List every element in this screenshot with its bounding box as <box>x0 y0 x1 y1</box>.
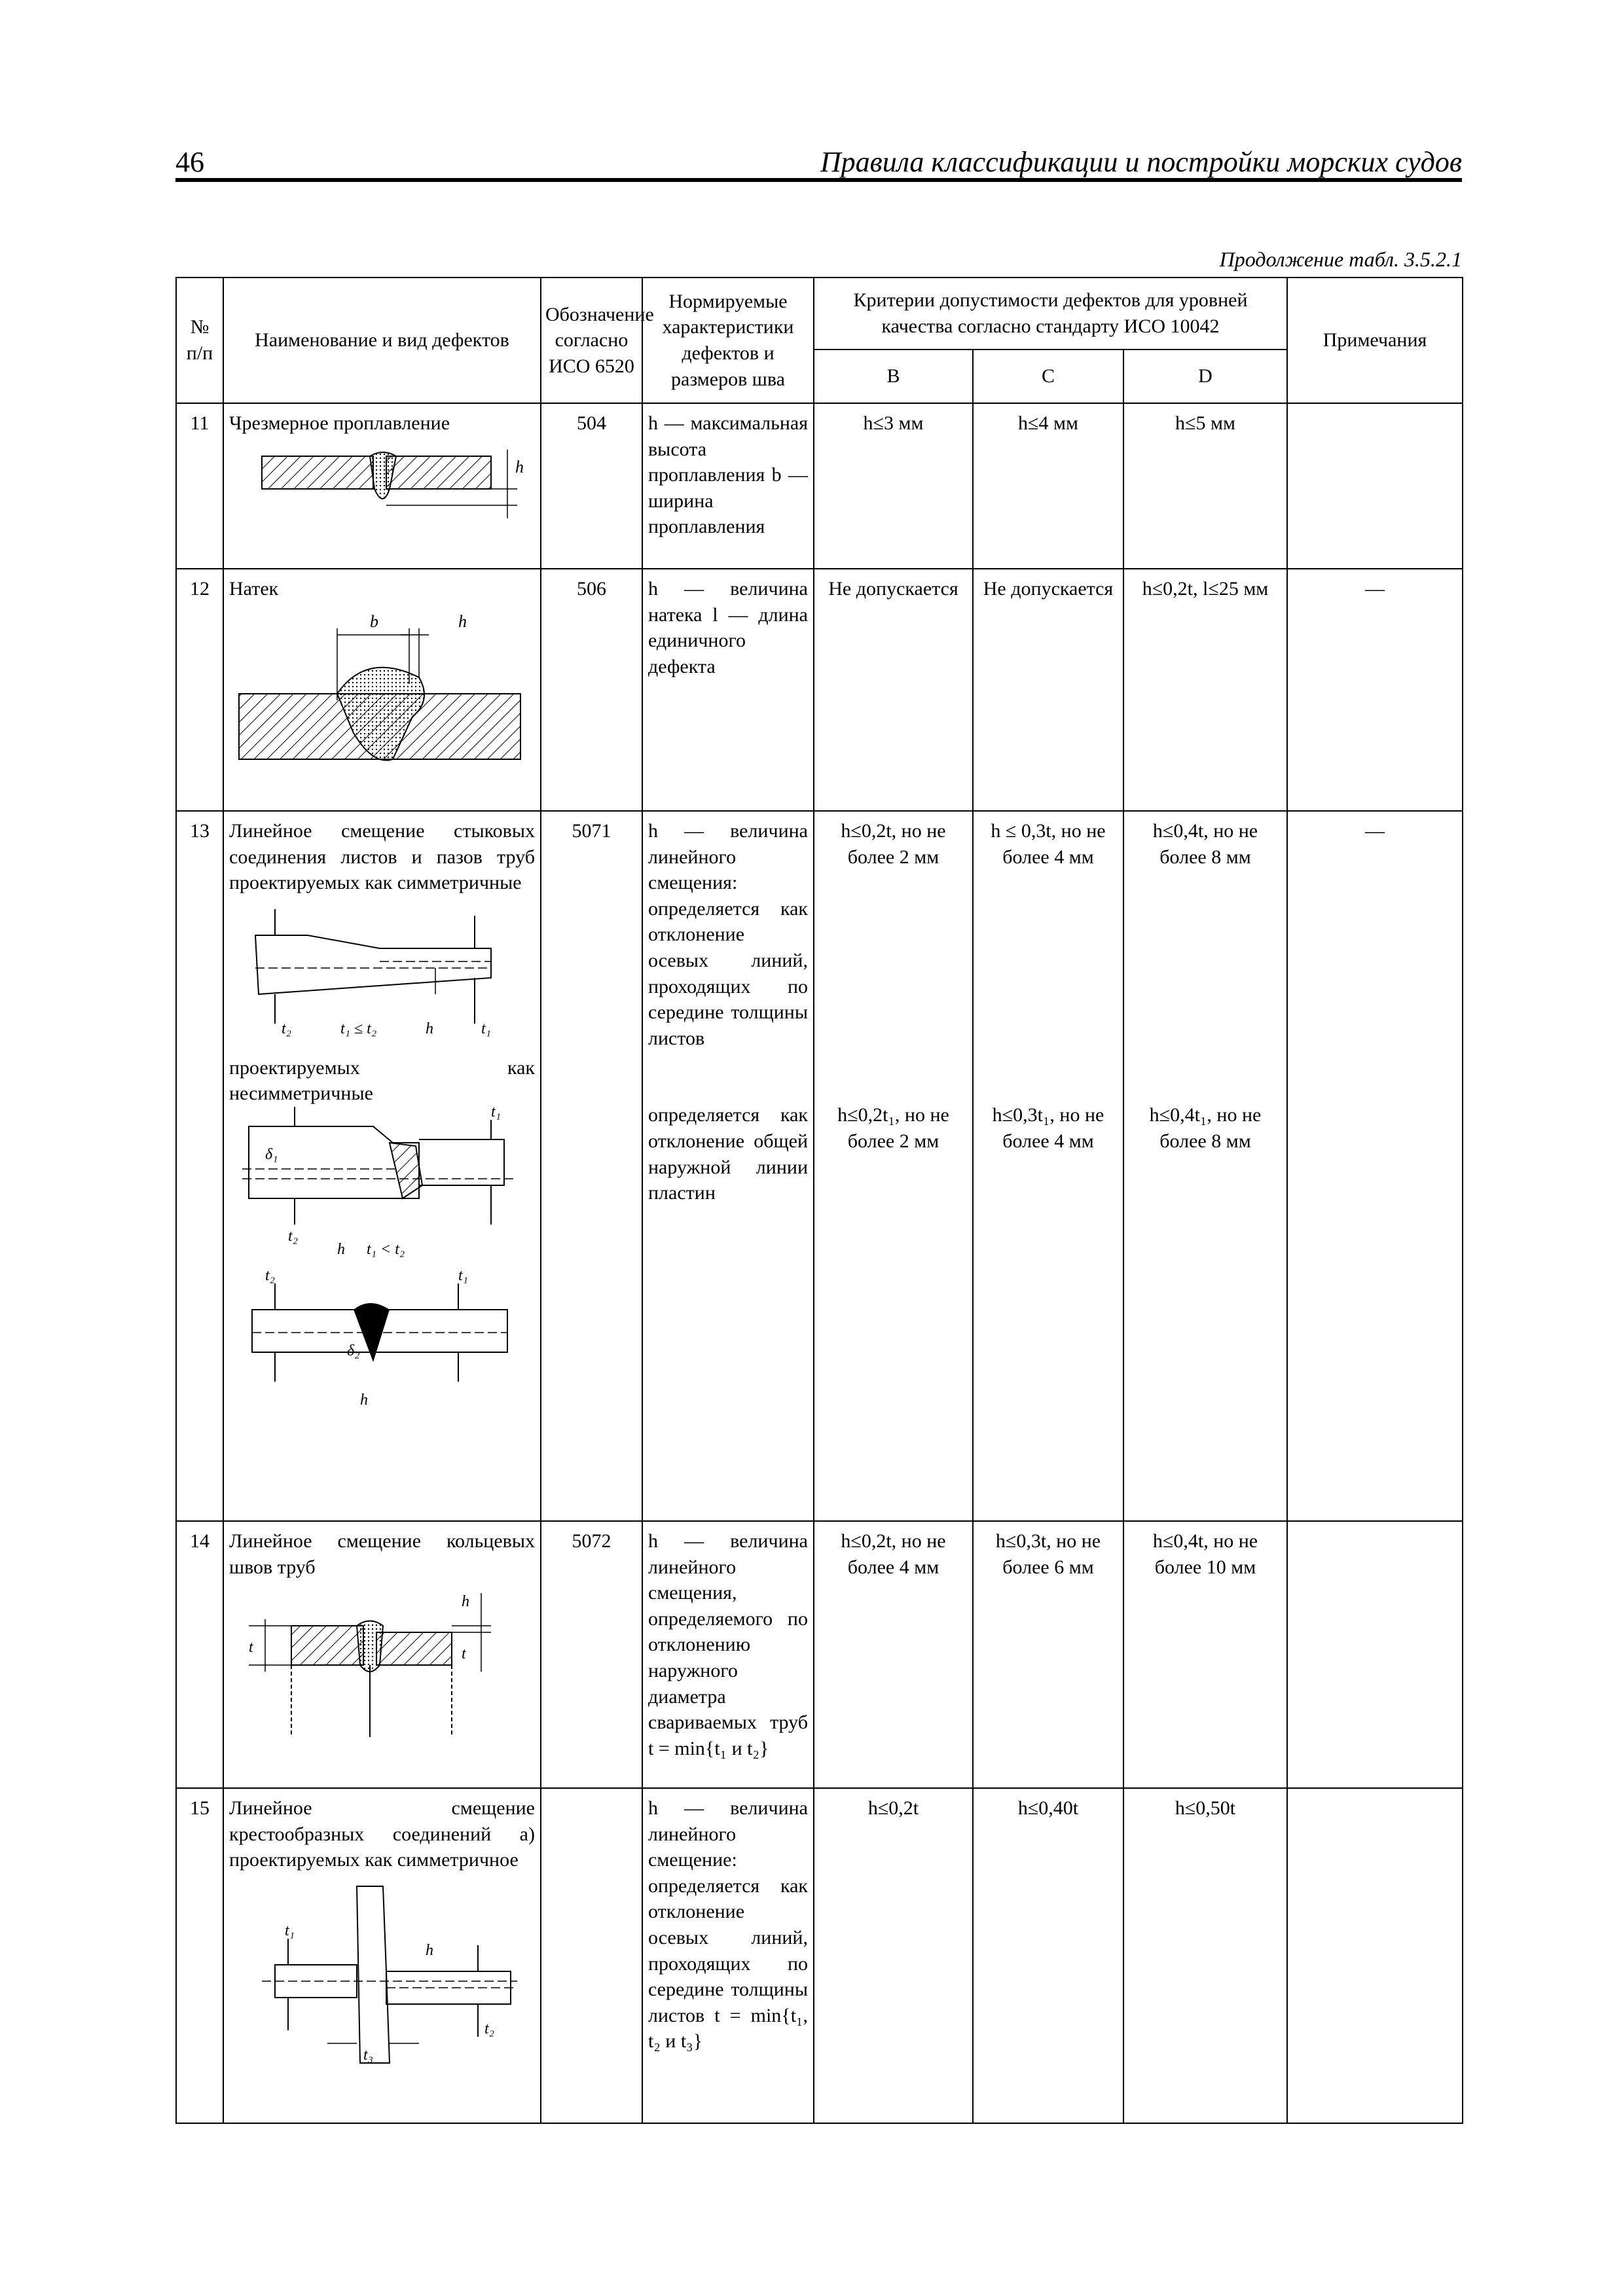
overlap-figure <box>229 602 530 792</box>
notes: — <box>1287 569 1463 811</box>
level-b-value-asymmetric: h≤0,2t₁, но не более 2 мм <box>837 1104 949 1152</box>
t1-label: t₁ <box>458 1266 469 1284</box>
defect-name-cell <box>223 811 541 1521</box>
symmetric-misalignment-figure <box>229 896 530 1043</box>
t1-label: t₁ <box>491 1103 501 1121</box>
t2-label: t₂ <box>484 2020 495 2037</box>
pipe-misalignment-figure <box>229 1580 530 1744</box>
level-b-value: Не допускается <box>814 569 973 811</box>
row-num: 11 <box>176 403 223 569</box>
level-d-header: D <box>1123 350 1287 403</box>
notes <box>1287 1521 1463 1788</box>
norm-characteristics: h — величина натека l — длина единичного дефекта <box>642 569 814 811</box>
iso-code: 5072 <box>541 1521 642 1788</box>
table-row <box>176 403 1463 569</box>
level-c-value: h≤4 мм <box>973 403 1123 569</box>
t1-label: t₁ <box>285 1922 295 1939</box>
col-norm-header: Нормируемые характеристики дефектов и размеров шва <box>642 278 814 403</box>
notes <box>1287 403 1463 569</box>
delta2-label: δ₂ <box>347 1342 360 1359</box>
cruciform-misalignment-figure <box>229 1873 530 2070</box>
t-label-right: t <box>462 1645 466 1663</box>
iso-code: 5071 <box>541 811 642 1521</box>
level-b-header: B <box>814 350 973 403</box>
defect-name-cell <box>223 569 541 811</box>
h-label: h <box>458 611 467 631</box>
row-num: 12 <box>176 569 223 811</box>
notes <box>1287 1788 1463 2123</box>
iso-code <box>541 1788 642 2123</box>
h-label: h <box>426 1941 433 1959</box>
row-num: 15 <box>176 1788 223 2123</box>
t2-label: t₂ <box>288 1227 299 1245</box>
header-rule <box>175 178 1462 182</box>
h-label: h <box>337 1240 345 1258</box>
running-title: Правила классификации и постройки морских судов <box>820 146 1462 178</box>
col-notes-header: Примечания <box>1287 278 1463 403</box>
header-row <box>176 278 1463 350</box>
level-c-cell <box>973 811 1123 1521</box>
defect-name: Линейное смещение кольцевых швов труб <box>229 1530 535 1578</box>
defect-name-cell <box>223 1521 541 1788</box>
iso-code: 504 <box>541 403 642 569</box>
level-c-value: Не допускается <box>973 569 1123 811</box>
asymmetric-misalignment-figure-2 <box>229 1266 530 1414</box>
level-b-value: h≤0,2t, но не более 2 мм <box>841 820 946 868</box>
row-num: 13 <box>176 811 223 1521</box>
level-d-value: h≤0,4t, но не более 10 мм <box>1123 1521 1287 1788</box>
norm-characteristics: h — величина линейного смещения, определяемого по отклонению наружного диаметра свариваемых труб t = min{t₁ и t₂} <box>642 1521 814 1788</box>
norm-characteristics-asymmetric: определяется как отклонение общей наружной линии пластин <box>648 1104 808 1204</box>
col-criteria-header: Критерии допустимости дефектов для уровней качества согласно стандарту ИСО 10042 <box>814 278 1287 350</box>
t1-lt-t2-label: t₁ < t₂ <box>367 1240 405 1258</box>
h-label: h <box>360 1391 368 1408</box>
defect-name: Линейное смещение стыковых соединения листов и пазов труб проектируемых как симметричные <box>229 820 535 894</box>
norm-characteristics-cell <box>642 811 814 1521</box>
table-continuation-label: Продолжение табл. 3.5.2.1 <box>1219 247 1462 271</box>
norm-characteristics: h — максимальная высота проплавления b — ширина проплавления <box>642 403 814 569</box>
defect-name: Натек <box>229 578 279 600</box>
norm-characteristics: h — величина линейного смещение: определяется как отклонение осевых линий, проходящих по середине толщины листов t = min{t₁, t₂ и t₃} <box>642 1788 814 2123</box>
level-c-value: h≤0,3t, но не более 6 мм <box>973 1521 1123 1788</box>
t2-label: t₂ <box>265 1266 276 1284</box>
level-d-value: h≤0,4t, но не более 8 мм <box>1152 820 1258 868</box>
asymmetric-misalignment-figure <box>229 1103 530 1270</box>
table-row <box>176 1521 1463 1788</box>
h-label: h <box>462 1593 469 1611</box>
excess-penetration-figure <box>229 437 530 522</box>
col-code-header: Обозначение согласно ИСО 6520 <box>541 278 642 403</box>
level-d-cell <box>1123 811 1287 1521</box>
level-b-value: h≤0,2t, но не более 4 мм <box>814 1521 973 1788</box>
defect-name-cell <box>223 403 541 569</box>
t1-label: t₁ <box>481 1020 492 1037</box>
t2-label: t₂ <box>282 1020 292 1037</box>
h-label: h <box>515 457 524 476</box>
h-label: h <box>426 1020 433 1037</box>
level-c-value: h≤0,40t <box>973 1788 1123 2123</box>
iso-code: 506 <box>541 569 642 811</box>
table-row <box>176 1788 1463 2123</box>
t1-le-t2-label: t₁ ≤ t₂ <box>340 1020 377 1037</box>
page-number: 46 <box>175 146 204 178</box>
level-c-value-asymmetric: h≤0,3t₁, но не более 4 мм <box>992 1104 1104 1152</box>
defect-name-cell <box>223 1788 541 2123</box>
norm-characteristics: h — величина линейного смещения: определяется как отклонение осевых линий, проходящих по середине толщины листов <box>648 820 808 1049</box>
level-c-header: C <box>973 350 1123 403</box>
delta1-label: δ₁ <box>265 1145 278 1163</box>
level-c-value: h ≤ 0,3t, но не более 4 мм <box>991 820 1106 868</box>
defect-name: Линейное смещение крестообразных соединений а) проектируемых как симметричное <box>229 1797 535 1871</box>
level-b-cell <box>814 811 973 1521</box>
level-d-value: h≤0,2t, l≤25 мм <box>1123 569 1287 811</box>
level-d-value-asymmetric: h≤0,4t₁, но не более 8 мм <box>1149 1104 1262 1152</box>
notes: — <box>1287 811 1463 1521</box>
t3-label: t₃ <box>363 2046 374 2064</box>
level-b-value: h≤3 мм <box>814 403 973 569</box>
t-label-left: t <box>249 1639 253 1657</box>
col-num-header: № п/п <box>176 278 223 403</box>
table-row <box>176 811 1463 1521</box>
table-row <box>176 569 1463 811</box>
defects-table <box>175 277 1463 2124</box>
level-b-value: h≤0,2t <box>814 1788 973 2123</box>
level-d-value: h≤5 мм <box>1123 403 1287 569</box>
defect-name-asymmetric: проектируемых как несимметричные <box>229 1056 535 1105</box>
defect-name: Чрезмерное проплавление <box>229 412 450 434</box>
col-name-header: Наименование и вид дефектов <box>223 278 541 403</box>
b-label: b <box>370 611 378 631</box>
level-d-value: h≤0,50t <box>1123 1788 1287 2123</box>
row-num: 14 <box>176 1521 223 1788</box>
